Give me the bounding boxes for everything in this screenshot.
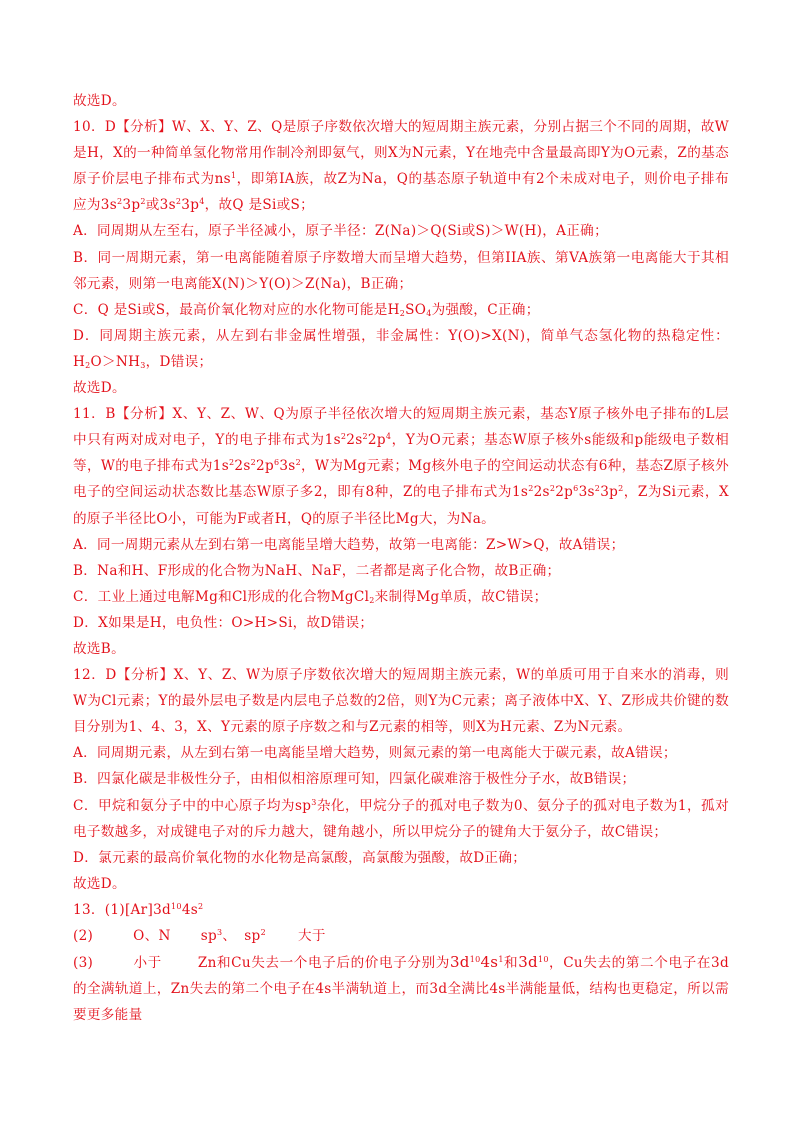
q11-analysis: 11．B【分析】X、Y、Z、W、Q为原子半径依次增大的短周期主族元素，基态Y原子核外电子排布的L层中只有两对成对电子，Y的电子排布式为$1s^22s^22p^4$，Y为O元素；基态W原子核外s能级和p能级电子数相等，W的电子排布式为$1s^22s^22p^63s^2$，W为Mg元素；Mg核外电子的空间运动状态有6种，基态Z原子核外电子的空间运动状态数比基态W原子多2，即有8种，Z的电子排布式为$1s^22s^22p^63s^23p^2$，Z为Si元素，X的原子半径比O小，可能为F或者H，Q的原子半径比Mg大，为Na。 [73,406,729,527]
q9-answer: 故选D。 [73,93,126,109]
q12-answer: 故选D。 [73,875,126,892]
q10-option-c: C．Q 是Si或S，最高价氧化物对应的水化物可能是$H_2SO_4$为强酸，C正确； [73,301,540,318]
q13-part2: (2) O、N $sp^3$、 $sp^2$ 大于 [73,928,326,944]
q13-part1: 13．$(1)[Ar]3d^{10}4s^2$ [73,901,204,918]
q12-analysis: 12．D【分析】X、Y、Z、W为原子序数依次增大的短周期主族元素，W的单质可用于自来水的消毒，则W为Cl元素；Y的最外层电子数是内层电子总数的2倍，则Y为C元素；离子液体中X、Y、Z形成共价键的数目分别为1、4、3，X、Y元素的原子序数之和与Z元素的相等，则X为H元素、Z为N元素。 [73,667,729,736]
q11-option-a: A．同一周期元素从左到右第一电离能呈增大趋势，故第一电离能：Z>W>Q，故A错误； [73,536,625,553]
q13-part3: (3) 小于 Zn和Cu失去一个电子后的价电子分别为$3d^{10}4s^1$和$3d^{10}$，Cu失去的第二个电子在3d的全满轨道上，Zn失去的第二个电子在4s半满轨道上，而3d全满比4s半满能量低，结构也更稳定，所以需要更多能量 [73,953,729,1024]
q11-option-d: D．X如果是H，电负性：O>H>Si，故D错误； [73,614,374,631]
q12-option-d: D．氯元素的最高价氧化物的水化物是高氯酸，高氯酸为强酸，故D正确； [73,849,527,866]
q11-answer: 故选B。 [73,640,125,657]
q10-answer: 故选D。 [73,380,126,397]
q11-option-b: B．Na和H、F形成的化合物为NaH、NaF，二者都是离子化合物，故B正确； [73,562,561,579]
q10-option-b: B．同一周期元素，第一电离能随着原子序数增大而呈增大趋势，但第IIA族、第VA族第一电离能大于其相邻元素，则第一电离能X(N)＞Y(O)＞Z(Na)，B正确； [73,249,729,292]
answer-content [73,88,729,1028]
q10-option-d: D．同周期主族元素，从左到右非金属性增强，非金属性：Y(O)>X(N)，简单气态氢化物的热稳定性：$H_2O>NH_3$，D错误； [73,327,729,370]
q12-option-b: B．四氯化碳是非极性分子，由相似相溶原理可知，四氯化碳难溶于极性分子水，故B错误； [73,771,636,788]
q12-option-a: A．同周期元素，从左到右第一电离能呈增大趋势，则氮元素的第一电离能大于碳元素，故A错误； [73,745,677,762]
q10-analysis: 10．D【分析】W、X、Y、Z、Q是原子序数依次增大的短周期主族元素，分别占据三个不同的周期，故W是H，X的一种简单氢化物常用作制冷剂即氨气，则X为N元素，Y在地壳中含量最高即Y为O元素，Z的基态原子价层电子排布式为$ns^1$，即第IA族，故Z为Na，Q的基态原子轨道中有2个未成对电子，则价电子排布应为$3s^23p^2$或$3s^23p^4$，故Q 是Si或S； [73,119,729,214]
q12-option-c: C．甲烷和氨分子中的中心原子均为$sp^3$杂化，甲烷分子的孤对电子数为0、氨分子的孤对电子数为1，孤对电子数越多，对成键电子对的斥力越大，键角越小，所以甲烷分子的键角大于氨分子，故C错误； [73,797,730,840]
q11-option-c: C．工业上通过电解Mg和Cl形成的化合物MgCl$_2$来制得Mg单质，故C错误； [73,588,548,605]
q10-option-a: A．同周期从左至右，原子半径减小，原子半径：Z(Na)＞Q(Si或S)＞W(H)，A正确； [73,223,608,240]
